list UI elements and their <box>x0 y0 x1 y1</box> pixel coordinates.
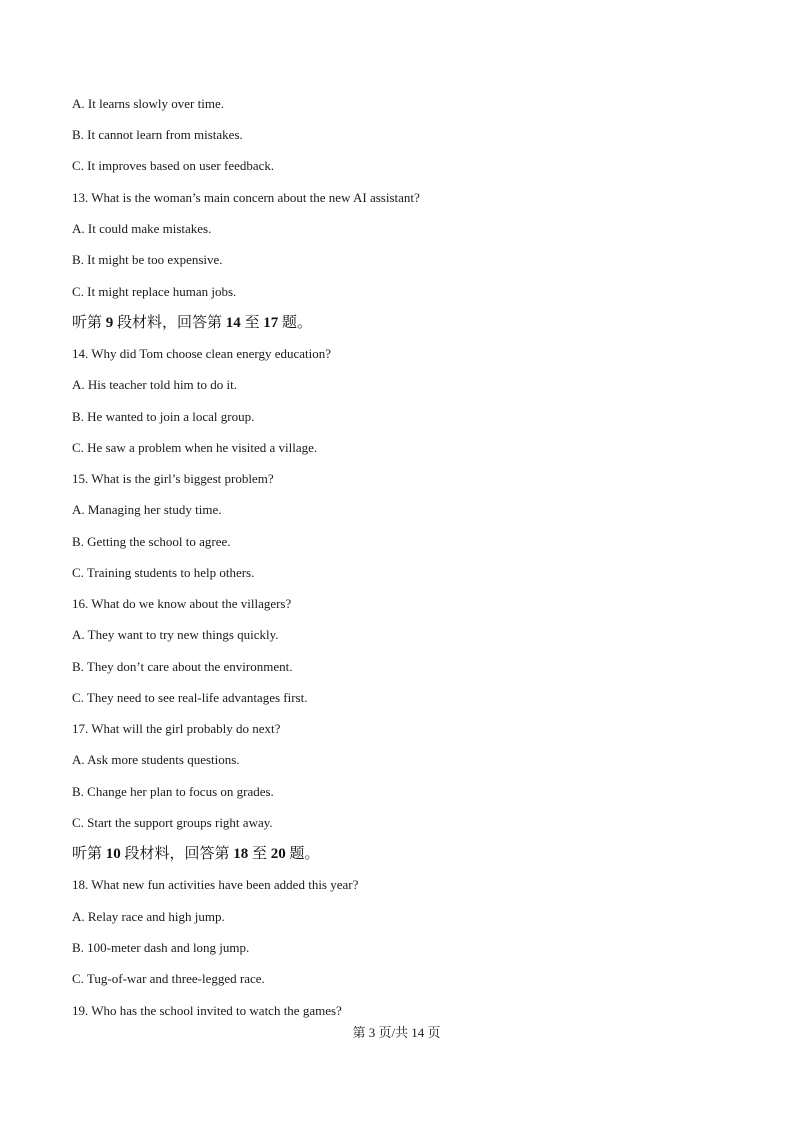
question-14: 14. Why did Tom choose clean energy education? <box>72 346 332 361</box>
question-15: 15. What is the girl’s biggest problem? <box>72 471 274 486</box>
option-13b: B. It might be too expensive. <box>72 252 223 267</box>
option-17a: A. Ask more students questions. <box>72 752 240 767</box>
option-16c: C. They need to see real-life advantages first. <box>72 690 308 705</box>
option-14a: A. His teacher told him to do it. <box>72 377 238 392</box>
option-13a: A. It could make mistakes. <box>72 221 212 236</box>
page-number-footer: 第 3 页/共 14 页 <box>352 1025 441 1040</box>
question-18: 18. What new fun activities have been added this year? <box>72 877 359 892</box>
option-12a: A. It learns slowly over time. <box>72 96 224 111</box>
option-17b: B. Change her plan to focus on grades. <box>72 784 274 799</box>
option-18c: C. Tug-of-war and three-legged race. <box>72 971 265 986</box>
option-14b: B. He wanted to join a local group. <box>72 409 255 424</box>
option-15b: B. Getting the school to agree. <box>72 534 231 549</box>
option-12b: B. It cannot learn from mistakes. <box>72 127 243 142</box>
question-19: 19. Who has the school invited to watch the games? <box>72 1003 342 1018</box>
section-heading-9: 听第 9 段材料，回答第 14 至 17 题。 <box>72 315 313 331</box>
question-17: 17. What will the girl probably do next? <box>72 721 281 736</box>
option-16a: A. They want to try new things quickly. <box>72 627 279 642</box>
option-16b: B. They don’t care about the environment. <box>72 659 293 674</box>
question-13: 13. What is the woman’s main concern about the new AI assistant? <box>72 190 420 205</box>
option-17c: C. Start the support groups right away. <box>72 815 273 830</box>
option-15c: C. Training students to help others. <box>72 565 255 580</box>
option-12c: C. It improves based on user feedback. <box>72 158 275 173</box>
option-18a: A. Relay race and high jump. <box>72 909 225 924</box>
option-15a: A. Managing her study time. <box>72 502 222 517</box>
option-14c: C. He saw a problem when he visited a village. <box>72 440 318 455</box>
section-heading-10: 听第 10 段材料，回答第 18 至 20 题。 <box>72 846 320 862</box>
option-13c: C. It might replace human jobs. <box>72 284 237 299</box>
option-18b: B. 100-meter dash and long jump. <box>72 940 250 955</box>
question-16: 16. What do we know about the villagers? <box>72 596 292 611</box>
